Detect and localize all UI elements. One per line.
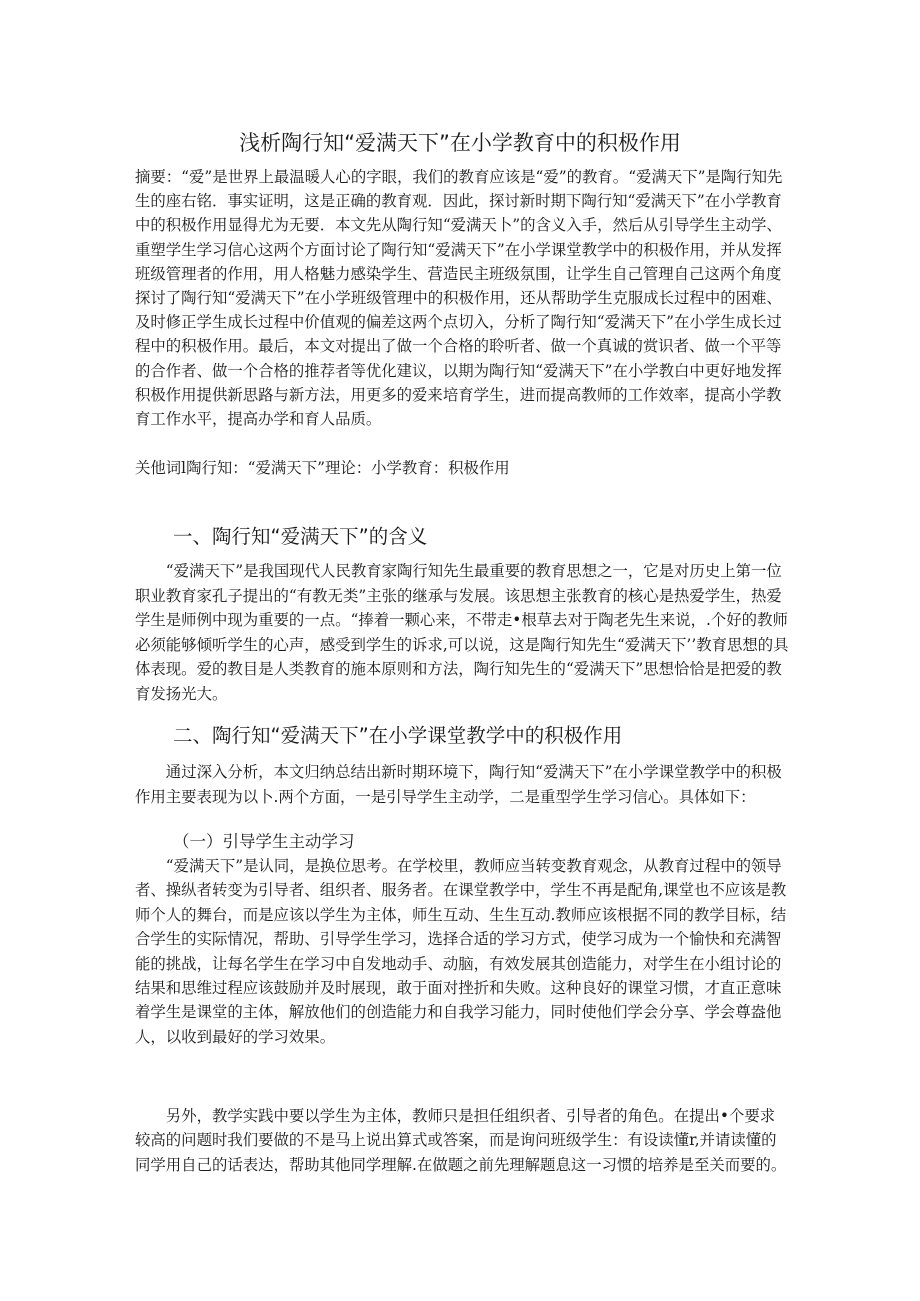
section-2-intro: [135, 760, 790, 809]
section-2-heading: 二、陶行知“爱满天下”在小学课堂教学中的积极作用: [173, 724, 623, 747]
abstract-text: 摘要：“爱”是世界上最温暖人心的字眼，我们的教育应该是“爱”的教育。“爱满天下”是陶行知先生的座右铭．事实证明，这是正确的教育观．因此，探讨新时期下陶行知“爱满天下”在小学教育中的积极作用显得尤为无要．本文先从陶行知“爱满天卜”的含义入手，然后从引导学生主动学、重塑学生学习信心这两个方面讨论了陶行知“爱满天下”在小学课堂教学中的积极作用，并从发挥班级管理者的作用，用人格魅力感染学生、营造民主班级氛围，让学生自己管理自己这两个角度探讨了陶行知“爱满天下”在小学班级管理中的积极作用，还从帮助学生克服成长过程中的困难、及时修正学生成长过程中价值观的偏差这两个点切入，分析了陶行知“爱满天下”在小学生成长过程中的积极作用。最后，本文对提出了做一个合格的聆听者、做一个真诚的赏识者、做一个平等的合作者、做一个合格的推荐者等优化建议，以期为陶行知“爱满天下”在小学教白中更好地发挥积极作用提供新思路与新方法，用更多的爱来培育学生，进而提高教师的工作效率，提高小学教育工作水平，提高办学和育人品质。: [135, 168, 783, 429]
section-1-paragraph: “爱满天下”是我国现代人民教育家陶行知先生最重要的教育思想之一，它是对历史上第一位职业教育家孔子提出的“有教无类”主张的继承与发展。该思想主张教育的核心是热爱学生，热爱学生是师例中现为重要的一点。“捧着一颗心来，不带走•根草去对于陶老先生来说，.个好的教师必须能够倾听学生的心声，感受到学生的诉求,可以说，这是陶行知先生“爱满天下’’教育思想的具体表现。爱的教目是人类教育的施本原则和方法，陶行知先生的“爱满天下”思想恰恰是把爱的教育发扬光大。: [135, 562, 789, 703]
subsection-1-paragraph-2: 另外，教学实践中要以学生为主体，教师只是担任组织者、引导者的角色。在提出•个要求较高的问题时我们要做的不是马上说出算式或答案，而是询问班级学生：有设读懂r,并请读懂的同学用自己的话表达，帮助其他同学理解.在做题之前先理解题息这一习惯的培养是至关而要的。: [135, 1107, 787, 1174]
subsection-1-heading: （一）引导学生主动学习: [173, 832, 355, 851]
subsection-1-paragraph-1: “爱满天下”是认同，是换位思考。在学校里，教师应当转变教育观念，从教育过程中的领导者、操纵者转变为引导者、组织者、服务者。在课堂教学中，学生不再是配角,课堂也不应该是教师个人的舞台，而是应该以学生为主体，师生互动、生生互动.教师应该根据不同的教学目标，结合学生的实际情况，帮助、引导学生学习，选择合适的学习方式，使学习成为一个愉快和充满智能的挑战，让每名学生在学习中自发地动手、动脑，有效发展其创造能力，对学生在小组讨论的结果和思维过程应该鼓励并及时展现，敢于面对挫折和失败。这种良好的课堂习惯，才直正意味着学生是课堂的主体，解放他们的创造能力和自我学习能力，同时使他们学会分享、学会尊盎他人，以收到最好的学习效果。: [135, 857, 787, 1046]
subsection-1-body: [135, 854, 790, 1049]
subsection-1-body-2: [135, 1104, 790, 1177]
section-1-body: [135, 559, 790, 706]
abstract: [135, 165, 790, 431]
keywords: 关他词l陶行知：“爱满天下”理论：小学教育：积极作用: [135, 459, 510, 477]
section-2-intro-paragraph: 通过深入分析，本文归纳总结出新时期环境下，陶行知“爱满天下”在小学课堂教学中的积极作用主要表现为以卜.两个方面，一是引导学生主动学，二是重型学生学习信心。具体如下：: [135, 763, 782, 806]
section-1-heading: 一、陶行知“爱满天下”的含义: [173, 525, 428, 548]
document-title: 浅析陶行知“爱满天下”在小学教育中的积极作用: [239, 131, 681, 155]
